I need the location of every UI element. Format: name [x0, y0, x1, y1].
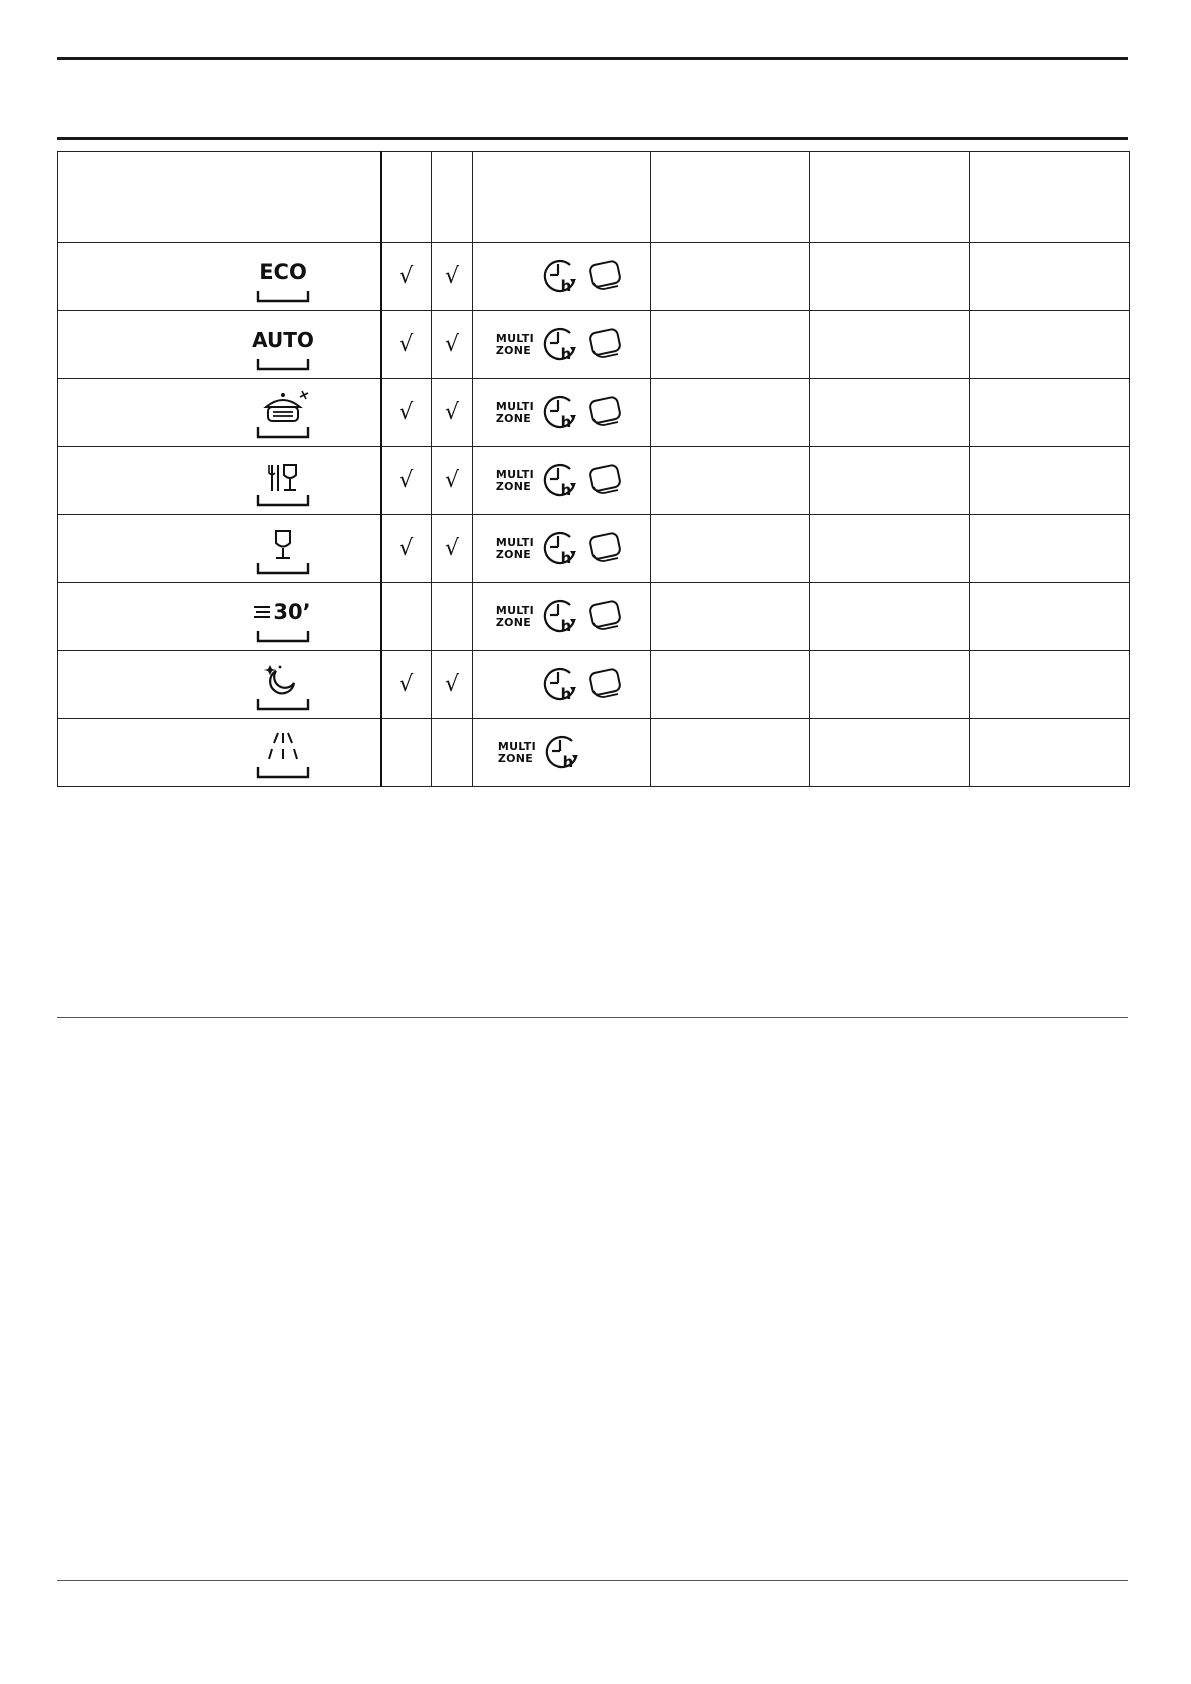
check-mark: √ — [444, 468, 460, 493]
delay-start-icon — [540, 663, 580, 707]
multizone-icon — [496, 605, 534, 629]
options-cell — [473, 515, 651, 583]
data-cell — [970, 447, 1130, 515]
intensive-pot-icon — [252, 385, 314, 441]
multizone-line1: MULTI — [495, 467, 534, 481]
data-cell — [651, 311, 810, 379]
multizone-line1: MULTI — [497, 739, 536, 753]
glass-icon — [252, 521, 314, 577]
table-header-row — [58, 152, 1130, 243]
check-mark: √ — [399, 332, 414, 357]
data-cell — [651, 651, 810, 719]
data-cell — [810, 515, 970, 583]
delay-start-icon — [540, 527, 580, 571]
footer-rule — [57, 1580, 1128, 1581]
svg-text:h: h — [560, 548, 572, 567]
data-cell — [970, 379, 1130, 447]
header-cell — [970, 152, 1130, 243]
data-cell — [970, 311, 1130, 379]
data-cell — [810, 447, 970, 515]
svg-text:AUTO: AUTO — [251, 327, 314, 352]
check-mark: √ — [444, 400, 460, 425]
svg-text:h: h — [560, 344, 572, 363]
multizone-icon — [496, 537, 534, 561]
table-row — [58, 243, 1130, 311]
section-rule — [57, 1017, 1128, 1018]
auto-icon — [252, 317, 314, 373]
tablet-icon — [586, 665, 626, 705]
data-cell — [970, 243, 1130, 311]
multizone-icon — [498, 741, 536, 765]
programme-cell — [58, 651, 381, 719]
table-row — [58, 379, 1130, 447]
options-cell — [473, 719, 651, 787]
check-cell — [381, 651, 432, 719]
data-cell — [651, 447, 810, 515]
delay-start-icon — [540, 255, 580, 299]
options-cell — [473, 243, 651, 311]
programme-cell — [58, 719, 381, 787]
data-cell — [651, 379, 810, 447]
night-moon-icon — [252, 657, 314, 713]
multizone-line1: MULTI — [495, 331, 534, 345]
svg-text:h: h — [560, 276, 572, 295]
programme-cell — [58, 243, 381, 311]
check-cell — [381, 243, 432, 311]
svg-text:30’: 30’ — [272, 599, 311, 624]
data-cell — [810, 719, 970, 787]
delay-start-icon — [540, 323, 580, 367]
check-mark: √ — [399, 468, 414, 493]
table-row — [58, 651, 1130, 719]
options-cell — [473, 311, 651, 379]
delay-start-icon — [540, 391, 580, 435]
multizone-line2: ZONE — [495, 615, 532, 629]
check-mark: √ — [444, 672, 460, 697]
data-cell — [651, 243, 810, 311]
daily-cutlery-glass-icon — [252, 453, 314, 509]
data-cell — [651, 515, 810, 583]
check-mark: √ — [399, 400, 414, 425]
check-cell — [381, 447, 432, 515]
tablet-icon — [586, 529, 626, 569]
data-cell — [810, 379, 970, 447]
multizone-line2: ZONE — [497, 751, 534, 765]
quick-30-icon — [252, 589, 314, 645]
check-mark: √ — [444, 264, 460, 289]
check-cell — [432, 447, 473, 515]
data-cell — [970, 583, 1130, 651]
table-row — [58, 719, 1130, 787]
svg-text:h: h — [560, 684, 572, 703]
check-cell — [432, 583, 473, 651]
check-cell — [432, 379, 473, 447]
multizone-icon — [496, 401, 534, 425]
check-cell — [381, 311, 432, 379]
table-row — [58, 447, 1130, 515]
table-row — [58, 583, 1130, 651]
svg-text:ECO: ECO — [258, 259, 307, 284]
header-cell — [432, 152, 473, 243]
data-cell — [970, 651, 1130, 719]
svg-text:h: h — [560, 412, 572, 431]
data-cell — [810, 311, 970, 379]
data-cell — [810, 243, 970, 311]
check-cell — [432, 719, 473, 787]
check-cell — [432, 651, 473, 719]
check-mark: √ — [399, 536, 414, 561]
prewash-spray-icon — [252, 725, 314, 781]
table-row — [58, 311, 1130, 379]
tablet-icon — [586, 461, 626, 501]
delay-start-icon — [540, 595, 580, 639]
check-cell — [432, 243, 473, 311]
eco-icon — [252, 249, 314, 305]
check-cell — [381, 515, 432, 583]
check-mark: √ — [399, 672, 414, 697]
programme-cell — [58, 447, 381, 515]
data-cell — [810, 651, 970, 719]
header-cell — [651, 152, 810, 243]
options-cell — [473, 583, 651, 651]
programme-cell — [58, 379, 381, 447]
multizone-line2: ZONE — [495, 411, 532, 425]
table-row — [58, 515, 1130, 583]
check-mark: √ — [444, 536, 460, 561]
header-cell — [58, 152, 381, 243]
multizone-line1: MULTI — [495, 399, 534, 413]
data-cell — [970, 515, 1130, 583]
multizone-icon — [496, 333, 534, 357]
data-cell — [651, 583, 810, 651]
svg-text:h: h — [560, 616, 572, 635]
tablet-icon — [586, 393, 626, 433]
multizone-icon — [496, 469, 534, 493]
header-cell — [810, 152, 970, 243]
header-cell — [381, 152, 432, 243]
svg-text:h: h — [562, 752, 574, 771]
tablet-icon — [586, 597, 626, 637]
tablet-icon — [586, 325, 626, 365]
check-cell — [381, 583, 432, 651]
delay-start-icon — [542, 731, 582, 775]
data-cell — [651, 719, 810, 787]
multizone-line2: ZONE — [495, 343, 532, 357]
programme-table — [57, 151, 1130, 787]
header-rule — [57, 137, 1128, 140]
check-cell — [381, 719, 432, 787]
multizone-line2: ZONE — [495, 479, 532, 493]
data-cell — [970, 719, 1130, 787]
multizone-line1: MULTI — [495, 535, 534, 549]
tablet-icon — [586, 257, 626, 297]
options-cell — [473, 651, 651, 719]
options-cell — [473, 447, 651, 515]
data-cell — [810, 583, 970, 651]
programme-cell — [58, 311, 381, 379]
check-cell — [381, 379, 432, 447]
check-mark: √ — [444, 332, 460, 357]
multizone-line1: MULTI — [495, 603, 534, 617]
header-cell — [473, 152, 651, 243]
options-cell — [473, 379, 651, 447]
svg-text:h: h — [560, 480, 572, 499]
check-cell — [432, 311, 473, 379]
programme-cell — [58, 515, 381, 583]
multizone-line2: ZONE — [495, 547, 532, 561]
programme-cell — [58, 583, 381, 651]
top-rule — [57, 57, 1128, 60]
check-mark: √ — [399, 264, 414, 289]
delay-start-icon — [540, 459, 580, 503]
check-cell — [432, 515, 473, 583]
